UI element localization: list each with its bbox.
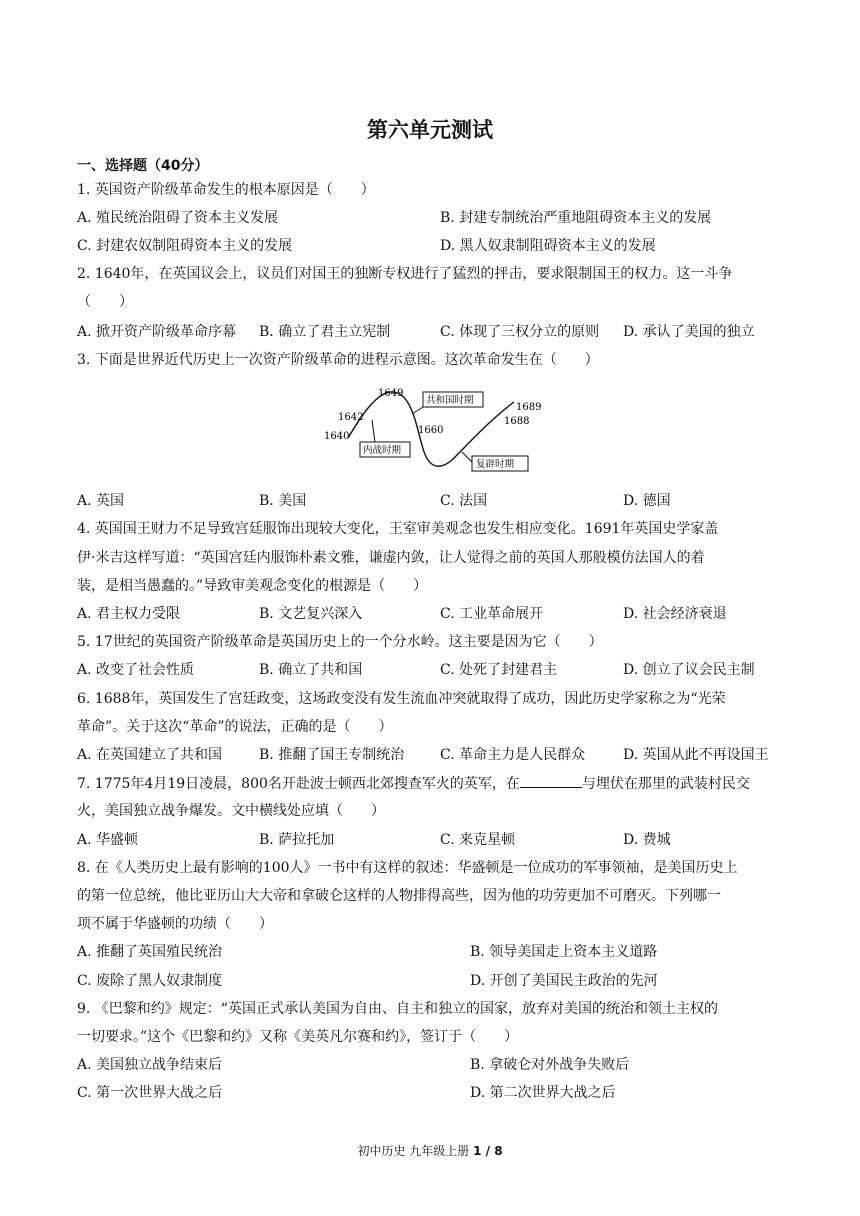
question-4-stem-line-2: 伊·米吉这样写道：“英国宫廷内服饰朴素文雅，谦虚内敛，让人觉得之前的英国人那般模仿法国人的着 <box>77 550 705 566</box>
question-1-option-c[interactable]: C. 封建农奴制阻碍资本主义的发展 <box>77 238 293 254</box>
question-4-option-d[interactable]: D. 社会经济衰退 <box>623 606 727 622</box>
question-6-option-b[interactable]: B. 推翻了国王专制统治 <box>259 747 405 763</box>
question-6-stem-line-2: 革命”。关于这次“革命”的说法，正确的是（ ） <box>77 719 393 735</box>
question-5-option-c[interactable]: C. 处死了封建君主 <box>440 662 558 678</box>
question-6-option-c[interactable]: C. 革命主力是人民群众 <box>440 747 586 763</box>
question-8-stem-line-2: 的第一位总统，他比亚历山大大帝和拿破仑这样的人物排得高些，因为他的功劳更加不可磨灭。下列哪一 <box>77 888 721 904</box>
question-3-option-a[interactable]: A. 英国 <box>77 493 125 509</box>
question-7-option-b[interactable]: B. 萨拉托加 <box>259 832 335 848</box>
diagram-year: 1649 <box>378 388 404 399</box>
question-5-option-d[interactable]: D. 创立了议会民主制 <box>623 662 755 678</box>
footer-text: 初中历史 九年级上册 <box>357 1144 470 1158</box>
question-4-option-b[interactable]: B. 文艺复兴深入 <box>259 606 363 622</box>
question-8-option-a[interactable]: A. 推翻了英国殖民统治 <box>77 944 223 960</box>
diagram-year: 1642 <box>338 412 364 423</box>
question-7-option-c[interactable]: C. 来克星顿 <box>440 832 516 848</box>
question-9-option-b[interactable]: B. 拿破仑对外战争失败后 <box>470 1057 630 1073</box>
question-7-stem-part-2: 与埋伏在那里的武装村民交 <box>581 776 750 792</box>
question-5-stem: 5. 17世纪的英国资产阶级革命是英国历史上的一个分水岭。这主要是因为它（ ） <box>77 634 603 650</box>
question-9-option-d[interactable]: D. 第二次世界大战之后 <box>470 1085 616 1101</box>
question-5-option-b[interactable]: B. 确立了共和国 <box>259 662 363 678</box>
question-3-option-b[interactable]: B. 美国 <box>259 493 307 509</box>
question-7-option-d[interactable]: D. 费城 <box>623 832 671 848</box>
question-8-option-b[interactable]: B. 领导美国走上资本主义道路 <box>470 944 658 960</box>
question-8-option-c[interactable]: C. 废除了黑人奴隶制度 <box>77 973 223 989</box>
question-7-stem-line-2: 火，美国独立战争爆发。文中横线处应填（ ） <box>77 803 385 819</box>
question-2-stem-line-1: 2. 1640年，在英国议会上，议员们对国王的独断专权进行了猛烈的抨击，要求限制国王的权力。这一斗争 <box>77 266 733 282</box>
diagram-year: 1688 <box>504 416 530 427</box>
question-2-option-a[interactable]: A. 掀开资产阶级革命序幕 <box>77 324 237 340</box>
question-9-stem-line-1: 9. 《巴黎和约》规定：“英国正式承认美国为自由、自主和独立的国家，放弃对美国的统治和领土主权的 <box>77 1001 718 1017</box>
question-6-stem-line-1: 6. 1688年，英国发生了宫廷政变，这场政变没有发生流血冲突就取得了成功，因此历史学家称之为“光荣 <box>77 691 726 707</box>
question-8-stem-line-1: 8. 在《人类历史上最有影响的100人》一书中有这样的叙述：华盛顿是一位成功的军事领袖，是美国历史上 <box>77 860 738 876</box>
question-1-option-d[interactable]: D. 黑人奴隶制阻碍资本主义的发展 <box>440 238 656 254</box>
question-6-option-a[interactable]: A. 在英国建立了共和国 <box>77 747 223 763</box>
question-1-stem: 1. 英国资产阶级革命发生的根本原因是（ ） <box>77 182 375 198</box>
question-2-stem-line-2: （ ） <box>77 294 133 310</box>
question-9-option-a[interactable]: A. 美国独立战争结束后 <box>77 1057 223 1073</box>
page-number: 1 / 8 <box>473 1144 503 1158</box>
question-2-option-b[interactable]: B. 确立了君主立宪制 <box>259 324 391 340</box>
question-8-stem-line-3: 项不属于华盛顿的功绩（ ） <box>77 916 273 932</box>
question-7-option-a[interactable]: A. 华盛顿 <box>77 832 139 848</box>
question-4-stem-line-3: 装，是相当愚蠢的。”导致审美观念变化的根源是（ ） <box>77 578 428 594</box>
question-9-stem-line-2: 一切要求。”这个《巴黎和约》又称《美英凡尔赛和约》，签订于（ ） <box>77 1029 519 1045</box>
diagram-year: 1689 <box>516 402 542 413</box>
question-7-stem-part-1: 7. 1775年4月19日凌晨，800名开赴波士顿西北郊搜查军火的英军，在 <box>77 776 520 792</box>
section-heading: 一、选择题（40分） <box>77 158 209 174</box>
question-9-option-c[interactable]: C. 第一次世界大战之后 <box>77 1085 223 1101</box>
page-title: 第六单元测试 <box>367 118 493 142</box>
diagram-label-restoration: 复辟时期 <box>476 459 515 470</box>
diagram-year: 1660 <box>418 425 444 436</box>
diagram-label-civil-war: 内战时期 <box>363 445 402 456</box>
question-3-stem: 3. 下面是世界近代历史上一次资产阶级革命的进程示意图。这次革命发生在（ ） <box>77 352 599 368</box>
question-4-option-a[interactable]: A. 君主权力受限 <box>77 606 181 622</box>
question-2-option-d[interactable]: D. 承认了美国的独立 <box>623 324 755 340</box>
diagram-label-republic: 共和国时期 <box>426 395 474 406</box>
question-6-option-d[interactable]: D. 英国从此不再设国王 <box>623 747 769 763</box>
question-4-stem-line-1: 4. 英国国王财力不足导致宫廷服饰出现较大变化，王室审美观念也发生相应变化。1691年英国史学家盖 <box>77 521 719 537</box>
question-7-stem-line-1 <box>77 773 787 794</box>
question-4-option-c[interactable]: C. 工业革命展开 <box>440 606 544 622</box>
question-3-option-c[interactable]: C. 法国 <box>440 493 488 509</box>
question-3-option-d[interactable]: D. 德国 <box>623 493 671 509</box>
diagram-year: 1640 <box>324 431 350 442</box>
question-1-option-a[interactable]: A. 殖民统治阻碍了资本主义发展 <box>77 210 279 226</box>
revolution-process-diagram <box>320 380 550 480</box>
question-8-option-d[interactable]: D. 开创了美国民主政治的先河 <box>470 973 658 989</box>
question-2-option-c[interactable]: C. 体现了三权分立的原则 <box>440 324 600 340</box>
page-footer <box>0 1142 860 1159</box>
fill-in-blank[interactable] <box>520 773 582 788</box>
question-1-option-b[interactable]: B. 封建专制统治严重地阻碍资本主义的发展 <box>440 210 712 226</box>
question-5-option-a[interactable]: A. 改变了社会性质 <box>77 662 195 678</box>
